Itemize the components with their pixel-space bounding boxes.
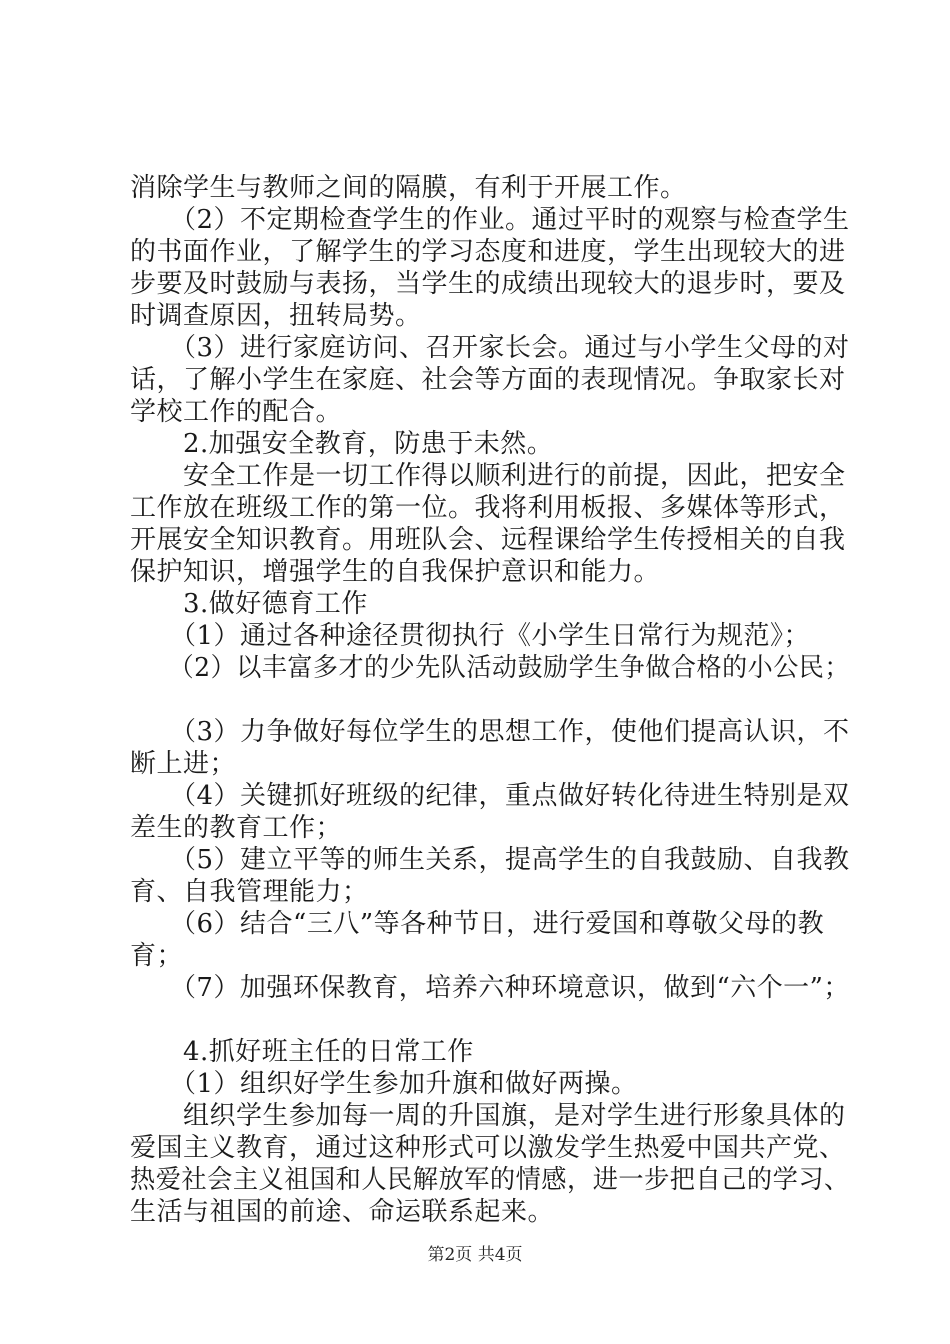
page-footer: 第2页 共4页: [427, 1245, 523, 1265]
paragraph-line: 爱国主义教育，通过这种形式可以激发学生热爱中国共产党、: [130, 1133, 846, 1163]
list-item-continuation: 育；: [130, 941, 184, 971]
paragraph-line: 消除学生与教师之间的隔膜，有利于开展工作。: [130, 173, 687, 203]
paragraph-line: 步要及时鼓励与表扬，当学生的成绩出现较大的退步时，要及: [130, 269, 846, 299]
list-item: （1）通过各种途径贯彻执行《小学生日常行为规范》；: [130, 621, 811, 651]
list-item: （4）关键抓好班级的纪律，重点做好转化待进生特别是双: [130, 781, 850, 811]
list-item: （7）加强环保教育，培养六种环境意识，做到“六个一”；: [130, 973, 850, 1003]
section-heading: 4.抓好班主任的日常工作: [130, 1037, 474, 1067]
paragraph-line: （3）进行家庭访问、召开家长会。通过与小学生父母的对: [130, 333, 850, 363]
list-item: （2）以丰富多才的少先队活动鼓励学生争做合格的小公民；: [130, 653, 850, 683]
list-item: （5）建立平等的师生关系，提高学生的自我鼓励、自我教: [130, 845, 850, 875]
section-heading: 2.加强安全教育，防患于未然。: [130, 429, 554, 459]
paragraph-line: 生活与祖国的前途、命运联系起来。: [130, 1197, 555, 1227]
list-item: （6）结合“三八”等各种节日，进行爱国和尊敬父母的教: [130, 909, 825, 939]
list-item: （3）力争做好每位学生的思想工作，使他们提高认识，不: [130, 717, 850, 747]
paragraph-line: 话，了解小学生在家庭、社会等方面的表现情况。争取家长对: [130, 365, 846, 395]
list-item-continuation: 差生的教育工作；: [130, 813, 343, 843]
paragraph-line: 的书面作业，了解学生的学习态度和进度，学生出现较大的进: [130, 237, 846, 267]
paragraph-line: 开展安全知识教育。用班队会、远程课给学生传授相关的自我: [130, 525, 846, 555]
list-item-continuation: 断上进；: [130, 749, 237, 779]
section-heading: 3.做好德育工作: [130, 589, 368, 619]
paragraph-line: 安全工作是一切工作得以顺利进行的前提，因此，把安全: [130, 461, 846, 491]
paragraph-line: 组织学生参加每一周的升国旗，是对学生进行形象具体的: [130, 1101, 846, 1131]
paragraph-line: （2）不定期检查学生的作业。通过平时的观察与检查学生: [130, 205, 850, 235]
paragraph-line: 热爱社会主义祖国和人民解放军的情感，进一步把自己的学习、: [130, 1165, 850, 1195]
paragraph-line: 时调查原因，扭转局势。: [130, 301, 422, 331]
paragraph-line: 保护知识，增强学生的自我保护意识和能力。: [130, 557, 661, 587]
paragraph-line: 工作放在班级工作的第一位。我将利用板报、多媒体等形式，: [130, 493, 846, 523]
list-item: （1）组织好学生参加升旗和做好两操。: [130, 1069, 638, 1099]
list-item-continuation: 育、自我管理能力；: [130, 877, 369, 907]
paragraph-line: 学校工作的配合。: [130, 397, 343, 427]
